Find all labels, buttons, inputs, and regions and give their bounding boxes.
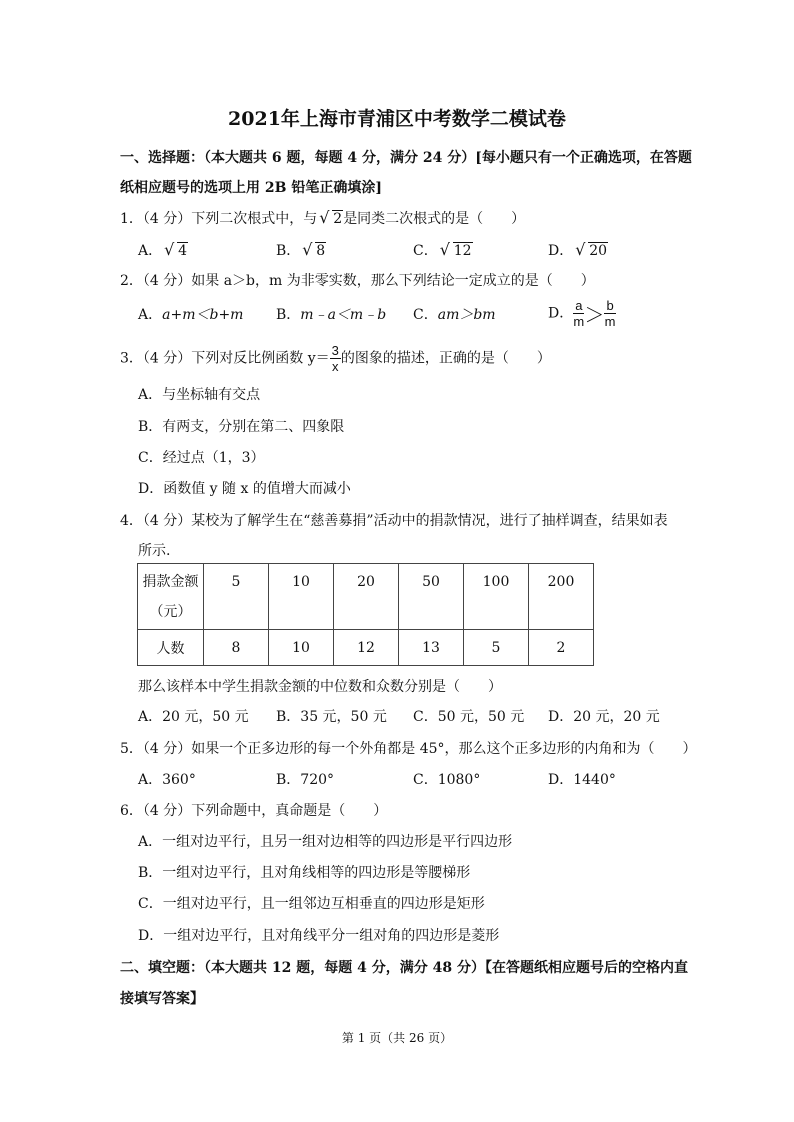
q2-option-d[interactable]: D． $\frac{a}{m}$ ＞ $\frac{b}{m}$ — [548, 298, 616, 329]
q6-option-c[interactable]: C．一组对边平行，且一组邻边互相垂直的四边形是矩形 — [138, 896, 485, 912]
q5-option-a[interactable]: A．360° — [138, 772, 196, 788]
q5-stem: 5．（4 分）如果一个正多边形的每一个外角都是 45°，那么这个正多边形的内角和为（ ） — [120, 741, 697, 757]
page-title: 2021年上海市青浦区中考数学二模试卷 — [228, 108, 566, 130]
q1-stem-a: 1．（4 分）下列二次根式中，与 — [120, 211, 318, 227]
table-row — [138, 630, 594, 666]
q1-option-a[interactable]: A．√ 4 — [138, 240, 188, 260]
table-cell: 5 — [204, 564, 269, 630]
table-cell: 100 — [464, 564, 529, 630]
q2-option-b[interactable]: B．m﹣a＜m﹣b — [276, 307, 387, 323]
page-footer: 第 1 页（共 26 页） — [341, 1031, 453, 1045]
q2-stem: 2．（4 分）如果 a＞b，m 为非零实数，那么下列结论一定成立的是（ ） — [120, 273, 595, 289]
q6-option-a[interactable]: A．一组对边平行，且另一组对边相等的四边形是平行四边形 — [138, 834, 513, 850]
table-cell: 8 — [204, 630, 269, 666]
q1-option-b[interactable]: B．√ 8 — [276, 240, 326, 260]
table-cell: 50 — [399, 564, 464, 630]
table-cell: 13 — [399, 630, 464, 666]
q4-followup: 那么该样本中学生捐款金额的中位数和众数分别是（ ） — [138, 679, 502, 695]
q4-stem-line1: 4．（4 分）某校为了解学生在“慈善募捐”活动中的捐款情况，进行了抽样调查，结果如表 — [120, 513, 668, 529]
q4-option-b[interactable]: B．35 元，50 元 — [276, 709, 387, 725]
q1-option-c[interactable]: C．√ 12 — [413, 240, 473, 260]
q3-option-d[interactable]: D．函数值 y 随 x 的值增大而减小 — [138, 481, 351, 497]
table-cell: 5 — [464, 630, 529, 666]
q4-stem-line2: 所示. — [138, 543, 171, 559]
section2-header-line2: 接填写答案】 — [120, 991, 204, 1007]
table-header-amount: 捐款金额 （元） — [138, 564, 204, 630]
q4-option-a[interactable]: A．20 元，50 元 — [138, 709, 249, 725]
table-cell: 10 — [269, 630, 334, 666]
q2-option-a[interactable]: A．a+m＜b+m — [138, 307, 244, 323]
q3-fraction: $\frac{3}{x}$ — [331, 343, 339, 374]
table-cell: 200 — [529, 564, 594, 630]
section1-header-line1: 一、选择题：（本大题共 6 题，每题 4 分，满分 24 分）[每小题只有一个正确选项，在答题 — [120, 150, 692, 166]
table-header-count: 人数 — [138, 630, 204, 666]
table-cell: 12 — [334, 630, 399, 666]
q6-option-b[interactable]: B．一组对边平行，且对角线相等的四边形是等腰梯形 — [138, 865, 471, 881]
q3-stem-b: 的图象的描述，正确的是（ ） — [340, 350, 551, 367]
q3-stem — [120, 343, 551, 374]
donation-table — [137, 563, 594, 666]
q4-option-d[interactable]: D．20 元，20 元 — [548, 709, 660, 725]
q5-option-b[interactable]: B．720° — [276, 772, 335, 788]
section2-header-line1: 二、填空题：（本大题共 12 题，每题 4 分，满分 48 分）【在答题纸相应题号后的空格内直 — [120, 960, 688, 976]
q1-option-d[interactable]: D．√ 20 — [548, 240, 608, 260]
q5-option-d[interactable]: D．1440° — [548, 772, 616, 788]
q6-stem: 6．（4 分）下列命题中，真命题是（ ） — [120, 803, 388, 819]
table-row — [138, 564, 594, 630]
table-cell: 10 — [269, 564, 334, 630]
q6-option-d[interactable]: D．一组对边平行，且对角线平分一组对角的四边形是菱形 — [138, 928, 500, 944]
q3-stem-a: 3．（4 分）下列对反比例函数 y＝ — [120, 350, 330, 367]
q1-stem-b: 是同类二次根式的是（ ） — [343, 211, 526, 227]
table-cell: 20 — [334, 564, 399, 630]
q5-option-c[interactable]: C．1080° — [413, 772, 481, 788]
q1-stem-radical: √ 2 — [319, 210, 343, 227]
q3-option-a[interactable]: A．与坐标轴有交点 — [138, 387, 261, 403]
q3-option-c[interactable]: C．经过点（1，3） — [138, 450, 265, 466]
q4-option-c[interactable]: C．50 元，50 元 — [413, 709, 525, 725]
q1-stem — [120, 208, 525, 228]
q2-option-c[interactable]: C．am＞bm — [413, 307, 496, 323]
table-cell: 2 — [529, 630, 594, 666]
section1-header-line2: 纸相应题号的选项上用 2B 铅笔正确填涂] — [120, 180, 382, 196]
q3-option-b[interactable]: B．有两支，分别在第二、四象限 — [138, 419, 345, 435]
